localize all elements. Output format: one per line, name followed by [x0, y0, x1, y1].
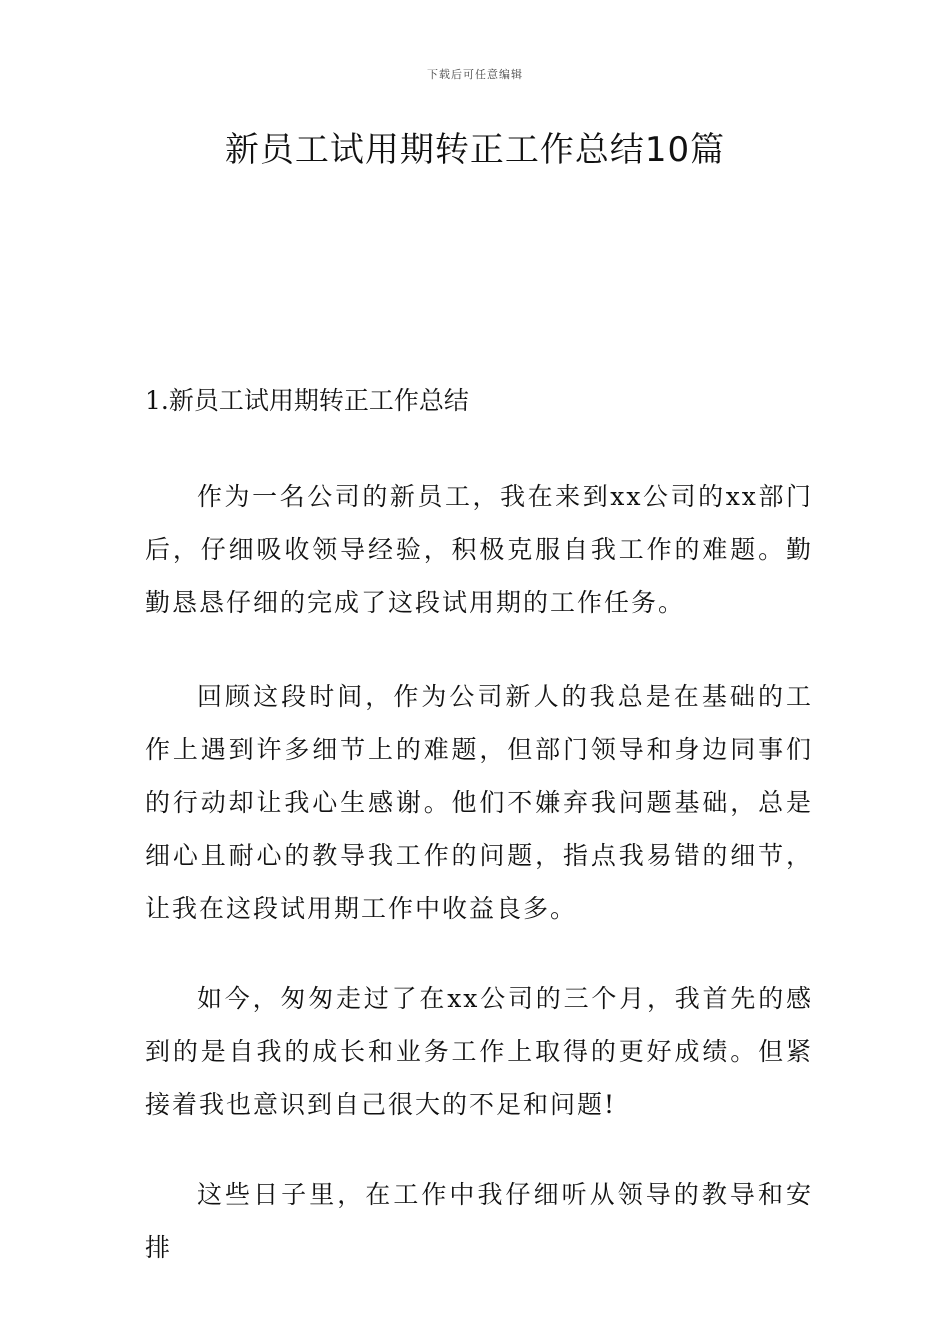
paragraph-2: 回顾这段时间，作为公司新人的我总是在基础的工作上遇到许多细节上的难题，但部门领导和身边同事们的行动却让我心生感谢。他们不嫌弃我问题基础，总是细心且耐心的教导我工作的问题，指点我易错的细节，让我在这段试用期工作中收益良多。 [145, 682, 813, 923]
section-heading: 1.新员工试用期转正工作总结 [145, 386, 469, 415]
paragraph-1: 作为一名公司的新员工，我在来到xx公司的xx部门后，仔细吸收领导经验，积极克服自我工作的难题。勤勤恳恳仔细的完成了这段试用期的工作任务。 [145, 482, 813, 617]
header-note: 下载后可任意编辑 [427, 68, 523, 81]
paragraph-4: 这些日子里，在工作中我仔细听从领导的教导和安排 [145, 1180, 813, 1262]
paragraph-3: 如今，匆匆走过了在xx公司的三个月，我首先的感到的是自我的成长和业务工作上取得的更好成绩。但紧接着我也意识到自己很大的不足和问题! [145, 984, 813, 1119]
document-title: 新员工试用期转正工作总结10篇 [224, 130, 726, 170]
